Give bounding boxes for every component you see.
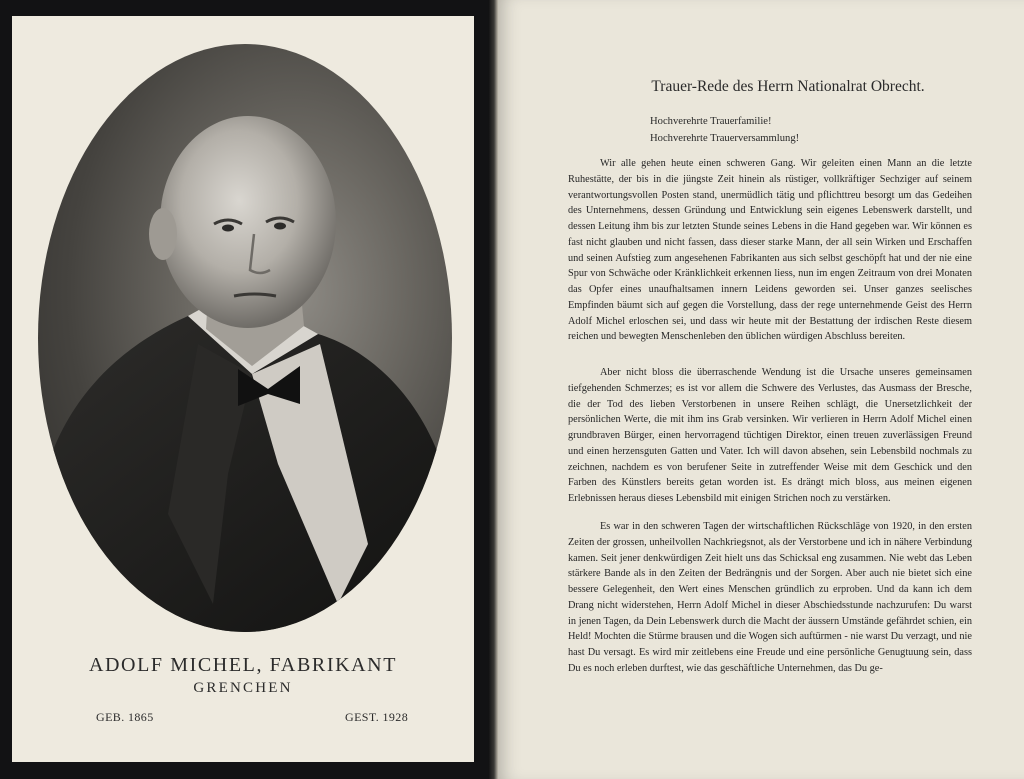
- birth-year: GEB. 1865: [96, 710, 154, 724]
- death-year: GEST. 1928: [345, 710, 409, 724]
- deceased-city: GRENCHEN: [193, 680, 293, 696]
- page-fold: [488, 0, 498, 779]
- speech-page: [498, 0, 1024, 779]
- speech-paragraph-2: Aber nicht bloss die überraschende Wendung ist die Ursache unseres gemeinsamen tiefgehenden Schmerzes; es ist vor allem die Schwere des Verlustes, das Ausmass der Bresche, die der Tod des lieben Verstorbenen in unsere Reihen schlägt, die Unersetzlichkeit der persönlichen Werte, die mit ihm ins Grab versinken. Wir verlieren in Herrn Adolf Michel einen grundbraven Bürger, einen hervorragend tüchtigen Direktor, einen treuen zuverlässigen Freund und einen herzensguten Gatten und Vater. Ich will davon absehen, sein Lebensbild nochmals zu zeichnen, nachdem es von berufener Seite in zutreffender Weise mit dem Geschick und den Farben des Künstlers bereits getan worden ist. Es drängt mich bloss, aus meinen eigenen Erlebnissen heraus dieses Lebensbild mit einigen Strichen noch zu verstärken.: [568, 367, 972, 504]
- salutation-family: Hochverehrte Trauerfamilie!: [650, 116, 772, 127]
- memorial-card-inner: [12, 16, 474, 762]
- speech-paragraph-3: Es war in den schweren Tagen der wirtschaftlichen Rückschläge von 1920, in den ersten Zeiten der grossen, unheilvollen Nachkriegsnot, als der Verstorbene und ich in nähere Verbindung kamen. Seit jener denkwürdigen Zeit hielt uns das Schicksal eng zusammen. Nie webt das Leben stärkere Bande als in den Zeiten der Bedrängnis und der Sorgen. Aber auch nie bietet sich eine bessere Gelegenheit, den Wert eines Menschen gründlich zu erproben. Und da kann ich dem Drang nicht widerstehen, Herrn Adolf Michel in dieser Abschiedsstunde nachzurufen: Du warst in jenen Tagen, da Dein Lebenswerk durch die Macht der äussern Umstände gefährdet schien, ein Held! Mochten die Stürme brausen und die Wogen sich auftürmen - nie warst Du verzagt, und nie hast Du versagt. Es wird mir zeitlebens eine Freude und eine persönliche Genugtuung sein, dass Du es noch erleben durftest, wie das geschäftliche Unternehmen, das Du ge-: [568, 521, 972, 674]
- speech-paragraph-1: Wir alle gehen heute einen schweren Gang. Wir geleiten einen Mann an die letzte Ruhestätte, der bis in die jüngste Zeit hinein als rüstiger, vollkräftiger Sechziger auf seinem verantwortungsvollen Posten stand, unermüdlich tätig und pflichttreu besorgt um das Gedeihen des Unternehmens, dessen Gründung und Entwicklung sein eigenes Lebenswerk darstellt, und dessen Leitung ihm bis zur letzten Stunde seines Lebens in die Hand gegeben war. Wir können es fast nicht glauben und nicht fassen, dass dieser starke Mann, der all sein Wirken und Erschaffen und seinen Aufstieg zum angesehenen Fabrikanten aus sich selbst geschöpft hat und der nie eine Spur von Schwäche oder Kränklichkeit erkennen liess, nun im engen Zeitraum von drei Monaten das Opfer eines unaufhaltsamen innern Leidens geworden sei. Unser ganzes seelisches Empfinden bäumt sich auf gegen die Vorstellung, dass der rege unternehmende Geist des Herrn Adolf Michel erloschen sei, und dass wir heute mit der Bestattung der irdischen Reste diesem reichen und bewegten Menschenleben den üblichen würdigen Abschluss bereiten.: [568, 158, 972, 343]
- portrait-photo: [38, 44, 452, 632]
- portrait-illustration: [38, 44, 452, 632]
- memorial-card: [0, 0, 488, 779]
- speech-title: Trauer-Rede des Herrn Nationalrat Obrecht.: [651, 78, 925, 95]
- salutation-assembly: Hochverehrte Trauerversammlung!: [650, 133, 800, 144]
- deceased-name: ADOLF MICHEL, FABRIKANT: [88, 654, 398, 676]
